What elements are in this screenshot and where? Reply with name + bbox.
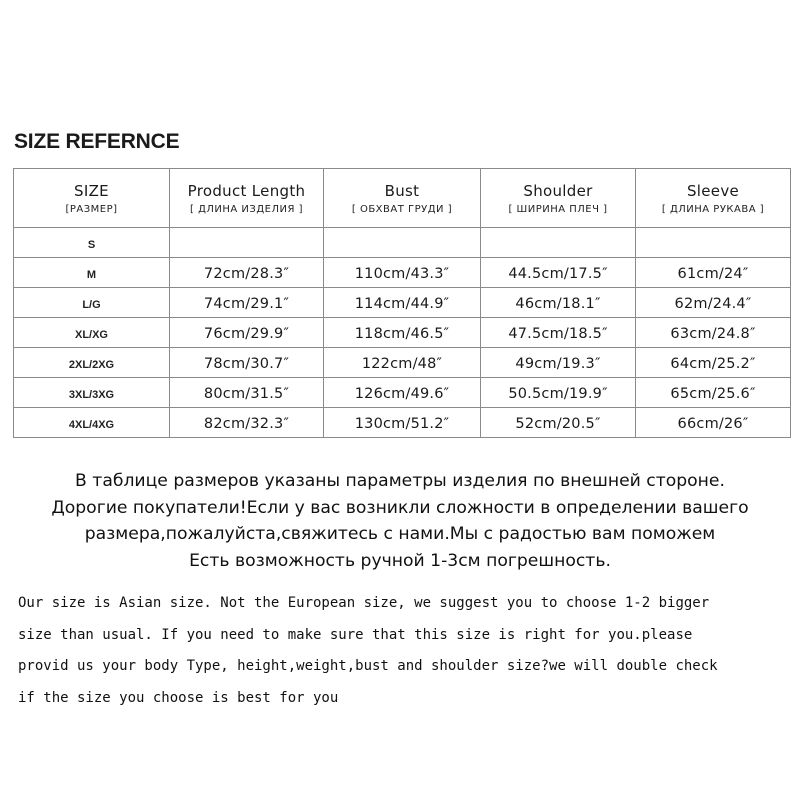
header-label: Bust bbox=[384, 181, 420, 200]
bust-cell bbox=[324, 228, 481, 258]
size-cell bbox=[14, 408, 170, 438]
shoulder-cell bbox=[481, 288, 636, 318]
table-row bbox=[14, 348, 791, 378]
size-cell bbox=[14, 378, 170, 408]
size-cell bbox=[14, 258, 170, 288]
length-cell bbox=[170, 228, 324, 258]
russian-note-line: Дорогие покупатели!Если у вас возникли сложности в определении вашего bbox=[51, 497, 749, 518]
russian-note-line: Есть возможность ручной 1-3см погрешность. bbox=[189, 550, 611, 571]
sleeve-value: 61cm/24″ bbox=[677, 266, 749, 282]
length-value: 76cm/29.9″ bbox=[203, 326, 290, 342]
shoulder-value: 50.5cm/19.9″ bbox=[508, 386, 608, 402]
header-product-length bbox=[170, 169, 324, 228]
length-cell bbox=[170, 408, 324, 438]
english-note-line: if the size you choose is best for you bbox=[18, 689, 339, 706]
sleeve-value: 65cm/25.6″ bbox=[670, 386, 756, 402]
header-label: SIZE bbox=[74, 181, 109, 200]
shoulder-cell bbox=[481, 348, 636, 378]
header-sublabel: [ ДЛИНА ИЗДЕЛИЯ ] bbox=[190, 203, 303, 215]
bust-value: 118cm/46.5″ bbox=[354, 326, 450, 342]
size-label: M bbox=[86, 269, 97, 281]
shoulder-cell bbox=[481, 258, 636, 288]
sleeve-cell bbox=[636, 378, 791, 408]
table-row bbox=[14, 408, 791, 438]
shoulder-value: 49cm/19.3″ bbox=[515, 356, 601, 372]
sleeve-cell bbox=[636, 258, 791, 288]
sleeve-cell bbox=[636, 288, 791, 318]
table-row bbox=[14, 318, 791, 348]
russian-note-line: размера,пожалуйста,свяжитесь с нами.Мы с радостью вам поможем bbox=[84, 524, 716, 544]
russian-note-line: В таблице размеров указаны параметры изделия по внешней стороне. bbox=[75, 471, 725, 491]
table-row bbox=[14, 378, 791, 408]
bust-cell bbox=[324, 318, 481, 348]
header-sublabel: [РАЗМЕР] bbox=[65, 203, 118, 215]
header-size bbox=[14, 169, 170, 228]
size-cell bbox=[14, 348, 170, 378]
header-shoulder bbox=[481, 169, 636, 228]
length-value: 78cm/30.7″ bbox=[203, 356, 290, 372]
bust-value: 110cm/43.3″ bbox=[354, 266, 450, 282]
bust-value: 114cm/44.9″ bbox=[354, 296, 450, 312]
shoulder-cell bbox=[481, 318, 636, 348]
shoulder-cell bbox=[481, 378, 636, 408]
english-note-line: provid us your body Type, height,weight,bust and shoulder size?we will double check bbox=[18, 658, 718, 674]
sleeve-value: 64cm/25.2″ bbox=[670, 356, 756, 372]
length-cell bbox=[170, 258, 324, 288]
bust-cell bbox=[324, 288, 481, 318]
size-cell bbox=[14, 318, 170, 348]
shoulder-value: 44.5cm/17.5″ bbox=[508, 266, 608, 282]
shoulder-cell bbox=[481, 228, 636, 258]
length-value: 74cm/29.1″ bbox=[203, 296, 290, 312]
table-row bbox=[14, 288, 791, 318]
sleeve-value: 66cm/26″ bbox=[677, 416, 749, 432]
bust-value: 126cm/49.6″ bbox=[354, 386, 450, 402]
bust-cell bbox=[324, 348, 481, 378]
length-cell bbox=[170, 348, 324, 378]
sleeve-cell bbox=[636, 348, 791, 378]
size-label: S bbox=[87, 239, 96, 251]
size-cell bbox=[14, 228, 170, 258]
shoulder-value: 52cm/20.5″ bbox=[515, 416, 601, 432]
size-cell bbox=[14, 288, 170, 318]
shoulder-value: 46cm/18.1″ bbox=[515, 296, 601, 312]
shoulder-cell bbox=[481, 408, 636, 438]
english-note-line: size than usual. If you need to make sure that this size is right for you.please bbox=[18, 626, 693, 643]
size-label: L/G bbox=[82, 299, 101, 311]
size-label: 4XL/4XG bbox=[68, 419, 115, 431]
header-sublabel: [ ОБХВАТ ГРУДИ ] bbox=[351, 203, 453, 215]
sleeve-value: 63cm/24.8″ bbox=[670, 326, 756, 342]
table-row bbox=[14, 258, 791, 288]
length-cell bbox=[170, 378, 324, 408]
sleeve-cell bbox=[636, 318, 791, 348]
size-label: 2XL/2XG bbox=[68, 359, 115, 371]
header-label: Sleeve bbox=[686, 181, 740, 200]
header-bust bbox=[324, 169, 481, 228]
sleeve-cell bbox=[636, 228, 791, 258]
header-sublabel: [ ДЛИНА РУКАВА ] bbox=[661, 203, 765, 215]
bust-cell bbox=[324, 408, 481, 438]
english-notes bbox=[18, 588, 793, 714]
sleeve-value: 62m/24.4″ bbox=[674, 296, 752, 312]
header-sleeve bbox=[636, 169, 791, 228]
length-value: 80cm/31.5″ bbox=[203, 386, 290, 402]
header-label: Shoulder bbox=[523, 181, 593, 200]
russian-notes bbox=[0, 468, 800, 574]
bust-cell bbox=[324, 258, 481, 288]
sleeve-cell bbox=[636, 408, 791, 438]
length-value: 82cm/32.3″ bbox=[203, 416, 290, 432]
english-note-line: Our size is Asian size. Not the European size, we suggest you to choose 1-2 bigger bbox=[18, 595, 710, 611]
header-label: Product Length bbox=[187, 181, 306, 200]
header-sublabel: [ ШИРИНА ПЛЕЧ ] bbox=[508, 203, 608, 215]
size-table bbox=[13, 168, 791, 438]
shoulder-value: 47.5cm/18.5″ bbox=[508, 326, 608, 342]
table-row bbox=[14, 228, 791, 258]
bust-value: 130cm/51.2″ bbox=[354, 416, 450, 432]
length-value: 72cm/28.3″ bbox=[203, 266, 290, 282]
size-label: XL/XG bbox=[74, 329, 108, 341]
table-header-row bbox=[14, 169, 791, 228]
length-cell bbox=[170, 318, 324, 348]
size-label: 3XL/3XG bbox=[68, 389, 115, 401]
page-title: SIZE REFERNCE bbox=[14, 130, 180, 153]
bust-value: 122cm/48″ bbox=[361, 356, 443, 372]
length-cell bbox=[170, 288, 324, 318]
bust-cell bbox=[324, 378, 481, 408]
